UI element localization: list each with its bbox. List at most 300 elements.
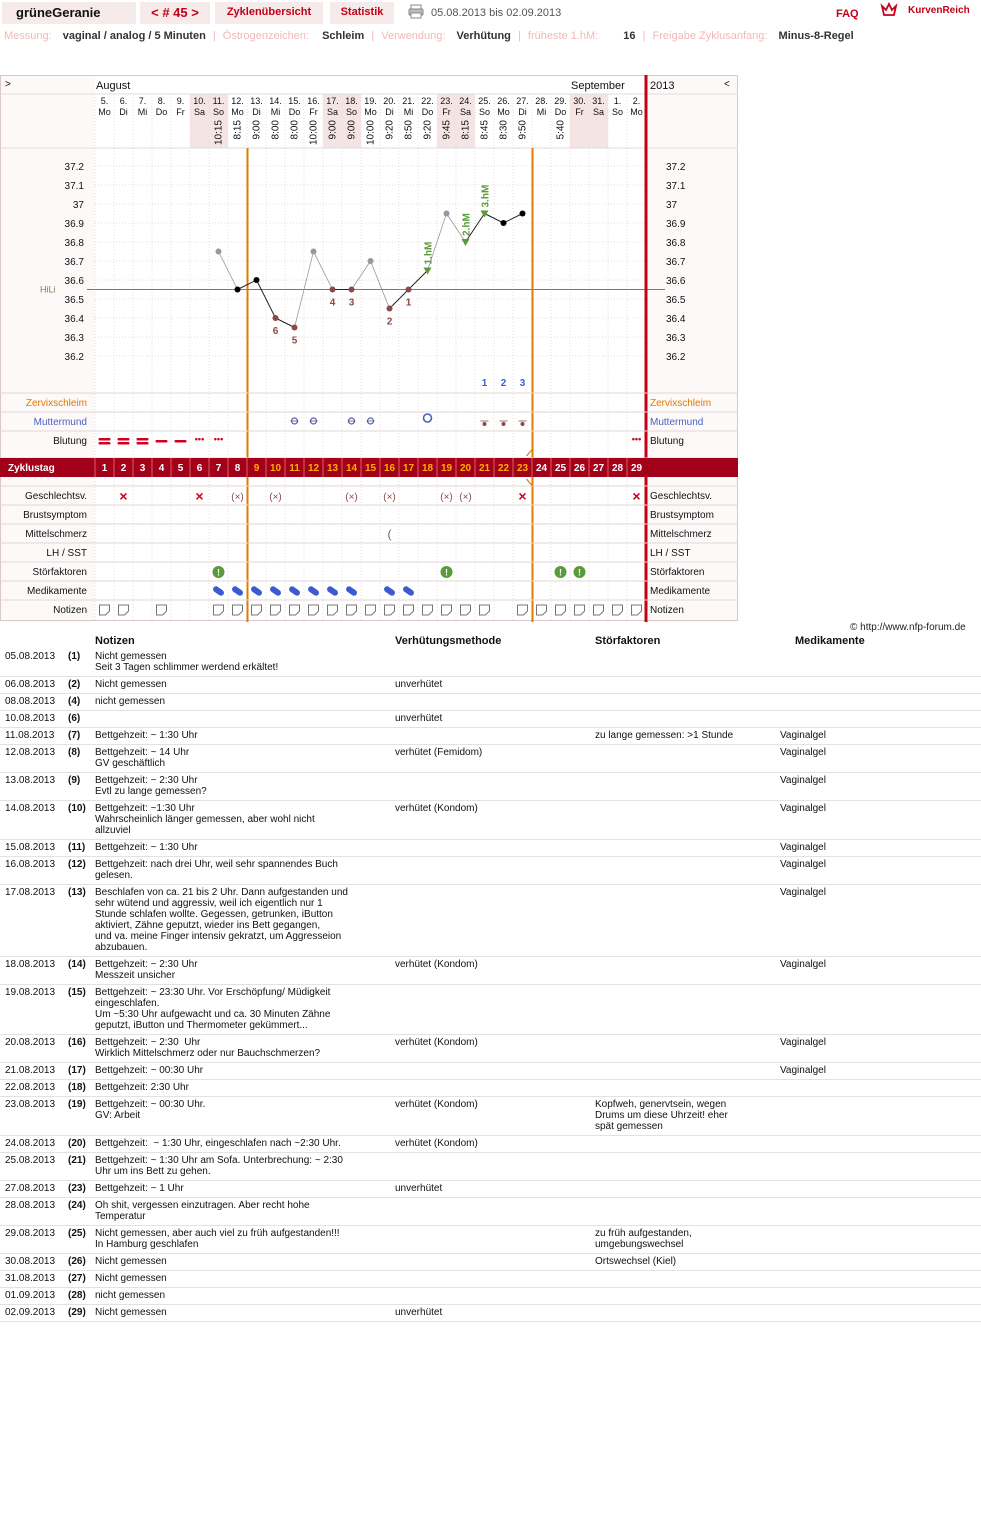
intercourse-unprotected-mark: × <box>119 488 128 504</box>
copyright: © http://www.nfp-forum.de <box>850 622 966 633</box>
note-cycle-day: (16) <box>68 1037 86 1048</box>
tab-statistics[interactable]: Statistik <box>330 2 394 24</box>
day-weekday: Fr <box>309 107 318 117</box>
y-tick-label: 36.8 <box>64 238 84 249</box>
note-text: Bettgehzeit: ~ 1:30 Uhr <box>95 730 198 741</box>
note-text: Nicht gemessen, aber auch viel zu früh aufgestanden!!! In Hamburg geschlafen <box>95 1228 340 1250</box>
temp-point <box>520 211 526 217</box>
day-date: 1. <box>613 96 622 106</box>
note-text: Bettgehzeit: ~ 00:30 Uhr <box>95 1065 204 1076</box>
note-method: unverhütet <box>395 1183 443 1194</box>
day-time: 8:00 <box>270 120 282 140</box>
row-label-zyklustag: Zyklustag <box>8 463 55 474</box>
note-cycle-day: (11) <box>68 842 86 853</box>
day-date: 21. <box>402 96 415 106</box>
row-label-stoer: Störfaktoren <box>32 567 87 578</box>
day-weekday: Sa <box>592 107 605 117</box>
note-date: 16.08.2013 <box>5 859 56 870</box>
row-label-right-brust: Brustsymptom <box>650 510 714 521</box>
bleeding-medium-mark <box>156 440 168 443</box>
note-date: 11.08.2013 <box>5 730 55 741</box>
note-cycle-day: (29) <box>68 1307 86 1318</box>
day-time: 9:45 <box>441 120 453 140</box>
note-date: 23.08.2013 <box>5 1099 56 1110</box>
cycle-day-number: 19 <box>440 463 453 474</box>
day-weekday: So <box>611 107 624 117</box>
cycle-day-number: 15 <box>364 463 377 474</box>
day-weekday: Fr <box>176 107 185 117</box>
year-label: 2013 <box>650 80 675 92</box>
cycle-day-number: 25 <box>554 463 567 474</box>
day-weekday: So <box>478 107 491 117</box>
month-label: August <box>96 80 131 92</box>
day-time: 8:15 <box>460 120 472 140</box>
note-text: nicht gemessen <box>95 1290 166 1301</box>
cycle-day-number: 28 <box>611 463 624 474</box>
cycle-day-number: 27 <box>592 463 605 474</box>
day-time: 8:30 <box>498 120 510 140</box>
high-label: 3.hM <box>480 184 492 208</box>
day-date: 27. <box>516 96 529 106</box>
notes-header-notes: Notizen <box>95 635 135 647</box>
notes-row <box>0 773 981 801</box>
note-text: Nicht gemessen <box>95 679 167 690</box>
note-cycle-day: (21) <box>68 1155 86 1166</box>
note-medication: Vaginalgel <box>780 887 826 898</box>
cycle-day-number: 5 <box>177 463 184 474</box>
day-time: 9:20 <box>384 120 396 140</box>
note-cycle-day: (15) <box>68 987 86 998</box>
note-medication: Vaginalgel <box>780 859 826 870</box>
intercourse-protected-mark: (×) <box>440 492 453 503</box>
day-date: 14. <box>269 96 282 106</box>
bleeding-heavy-mark <box>99 442 111 445</box>
bleeding-heavy-mark <box>137 442 149 445</box>
row-label-blutung: Blutung <box>53 436 87 447</box>
intercourse-unprotected-mark: × <box>632 488 641 504</box>
note-text: Nicht gemessen <box>95 1307 167 1318</box>
day-date: 13. <box>250 96 263 106</box>
cycle-day-number: 13 <box>326 463 339 474</box>
note-text: Nicht gemessen Seit 3 Tagen schlimmer werdend erkältet! <box>95 651 279 673</box>
note-method: verhütet (Femidom) <box>395 747 483 758</box>
note-method: unverhütet <box>395 1307 443 1318</box>
notes-row <box>0 1035 981 1063</box>
estrogen-label: Östrogenzeichen: <box>222 30 309 42</box>
temp-point-excluded <box>368 258 374 264</box>
note-date: 20.08.2013 <box>5 1037 56 1048</box>
note-date: 22.08.2013 <box>5 1082 56 1093</box>
row-label-right-medi: Medikamente <box>650 586 711 597</box>
intercourse-protected-mark: (×) <box>459 492 472 503</box>
y-tick-label-right: 36.5 <box>666 295 686 306</box>
y-tick-label: 36.4 <box>64 314 84 325</box>
note-text: Nicht gemessen <box>95 1273 167 1284</box>
day-weekday: Mi <box>536 107 547 117</box>
note-method: verhütet (Kondom) <box>395 803 478 814</box>
note-cycle-day: (19) <box>68 1099 86 1110</box>
disturbance-icon-glyph: ! <box>578 567 581 578</box>
notes-row <box>0 885 981 957</box>
cycle-day-number: 22 <box>497 463 510 474</box>
note-text: Bettgehzeit: ~ 14 Uhr GV geschäftlich <box>95 747 190 769</box>
note-medication: Vaginalgel <box>780 775 826 786</box>
note-cycle-day: (23) <box>68 1183 86 1194</box>
note-cycle-day: (27) <box>68 1273 86 1284</box>
low-count-label: 1 <box>405 297 412 309</box>
bleeding-spotting-mark: ••• <box>631 434 642 444</box>
cycle-chart <box>0 75 738 622</box>
row-label-notizen: Notizen <box>53 605 87 616</box>
low-count-label: 4 <box>329 297 336 309</box>
high-label: 1.hM <box>423 241 435 265</box>
disturbance-icon-glyph: ! <box>559 567 562 578</box>
row-label-mittel: Mittelschmerz <box>25 529 87 540</box>
cycle-day-number: 12 <box>307 463 320 474</box>
post-high-count: 3 <box>519 378 526 389</box>
note-cycle-day: (20) <box>68 1138 86 1149</box>
low-count-label: 6 <box>272 326 279 337</box>
note-medication: Vaginalgel <box>780 730 826 741</box>
row-label-right-notizen: Notizen <box>650 605 684 616</box>
tab-cycles[interactable]: Zyklenübersicht <box>215 2 323 24</box>
day-date: 9. <box>176 96 185 106</box>
y-tick-label-right: 36.3 <box>666 333 686 344</box>
note-cycle-day: (18) <box>68 1082 86 1093</box>
y-tick-label: 37.2 <box>64 162 84 173</box>
note-medication: Vaginalgel <box>780 747 826 758</box>
measurement-label: Messung: <box>4 30 52 42</box>
notes-row <box>0 857 981 885</box>
note-text: Bettgehzeit: ~1:30 Uhr Wahrscheinlich länger gemessen, aber wohl nicht allzuviel <box>95 803 315 836</box>
day-time: 10:00 <box>308 120 320 146</box>
day-weekday: Fr <box>575 107 584 117</box>
brand-name[interactable]: KurvenReich <box>908 5 970 16</box>
day-weekday: Do <box>421 107 434 117</box>
note-factor: Kopfweh, genervtsein, wegen Drums um diese Uhrzeit! eher spät gemessen <box>595 1099 728 1132</box>
cycle-day-number: 21 <box>478 463 491 474</box>
note-text: nicht gemessen <box>95 696 166 707</box>
earliest-value: 16 <box>623 30 636 42</box>
cycle-day-number: 29 <box>630 463 643 474</box>
note-cycle-day: (6) <box>68 713 81 724</box>
day-weekday: Mi <box>270 107 281 117</box>
day-date: 2. <box>632 96 641 106</box>
note-date: 31.08.2013 <box>5 1273 56 1284</box>
app-name[interactable]: grüneGeranie <box>2 2 136 24</box>
note-method: verhütet (Kondom) <box>395 1037 478 1048</box>
mittelschmerz-mark: ( <box>387 527 392 541</box>
note-cycle-day: (1) <box>68 651 81 662</box>
day-weekday: Di <box>518 107 527 117</box>
day-date: 18. <box>345 96 358 106</box>
note-date: 14.08.2013 <box>5 803 56 814</box>
note-text: Beschlafen von ca. 21 bis 2 Uhr. Dann aufgestanden und sehr wütend und aggressiv, weil ich eigentlich nur 1 Stunde schlafen wollte. Gegessen, getrunken, iButton aktiviert, Zähne geputzt, wieder ins Bett gegangen, und va. meine Finger intensiv gekratzt, um Aggresseion abzubauen. <box>95 887 348 953</box>
note-date: 06.08.2013 <box>5 679 56 690</box>
notes-row <box>0 1198 981 1226</box>
y-tick-label-right: 36.7 <box>666 257 686 268</box>
notes-row <box>0 745 981 773</box>
note-text: Bettgehzeit: ~ 1:30 Uhr, eingeschlafen nach ~2:30 Uhr. <box>95 1138 341 1149</box>
day-date: 5. <box>100 96 109 106</box>
cycle-day-number: 14 <box>345 463 358 474</box>
day-date: 22. <box>421 96 434 106</box>
note-cycle-day: (4) <box>68 696 81 707</box>
note-cycle-day: (13) <box>68 887 86 898</box>
bleeding-heavy-mark <box>99 438 111 441</box>
note-text: Bettgehzeit: 2:30 Uhr <box>95 1082 189 1093</box>
info-bar: Messung: vaginal / analog / 5 Minuten | Östrogenzeichen: Schleim | Verwendung: Verhütung | früheste 1.hM: 16 | Freigabe Zyklusanfang: Minus-8-Regel <box>4 30 854 42</box>
notes-row <box>0 728 981 745</box>
cervix-closed-mark <box>502 422 506 426</box>
note-text: Bettgehzeit: ~ 23:30 Uhr. Vor Erschöpfung/ Müdigkeit eingeschlafen. Um ~5:30 Uhr aufgewacht und ca. 30 Minuten Zähne geputzt, iButton und Thermometer gekümmert... <box>95 987 331 1031</box>
notes-row <box>0 1136 981 1153</box>
low-count-label: 3 <box>348 297 355 309</box>
note-date: 25.08.2013 <box>5 1155 56 1166</box>
note-text: Bettgehzeit: ~ 2:30 Uhr Evtl zu lange gemessen? <box>95 775 207 797</box>
measurement-value: vaginal / analog / 5 Minuten <box>62 30 206 42</box>
note-medication: Vaginalgel <box>780 1037 826 1048</box>
day-time: 8:50 <box>403 120 415 140</box>
note-cycle-day: (9) <box>68 775 81 786</box>
note-method: verhütet (Kondom) <box>395 959 478 970</box>
note-medication: Vaginalgel <box>780 1065 826 1076</box>
note-date: 19.08.2013 <box>5 987 56 998</box>
notes-row <box>0 1254 981 1271</box>
nav-right-button[interactable]: < <box>724 79 730 90</box>
note-factor: zu lange gemessen: >1 Stunde <box>595 730 734 741</box>
y-tick-label: 36.6 <box>64 276 84 287</box>
y-tick-label: 37.1 <box>64 181 84 192</box>
bleeding-spotting-mark: ••• <box>213 434 224 444</box>
note-text: Bettgehzeit: ~ 2:30 Uhr Wirklich Mittelschmerz oder nur Bauchschmerzen? <box>95 1037 321 1059</box>
row-label-right-gv: Geschlechtsv. <box>650 491 713 502</box>
day-date: 25. <box>478 96 491 106</box>
note-medication: Vaginalgel <box>780 842 826 853</box>
day-date: 7. <box>138 96 147 106</box>
chart-svg <box>0 75 738 622</box>
notes-row <box>0 1181 981 1198</box>
low-count-label: 2 <box>386 316 393 328</box>
temp-point <box>254 277 260 283</box>
notes-header-method: Verhütungsmethode <box>395 635 502 647</box>
day-weekday: Do <box>554 107 567 117</box>
usage-label: Verwendung: <box>381 30 446 42</box>
y-tick-label: 37 <box>72 200 84 211</box>
day-weekday: So <box>345 107 358 117</box>
notes-header <box>0 633 981 647</box>
note-text: Bettgehzeit: ~ 1 Uhr <box>95 1183 184 1194</box>
bleeding-heavy-mark <box>118 442 130 445</box>
intercourse-protected-mark: (×) <box>269 492 282 503</box>
notes-row <box>0 840 981 857</box>
day-date: 6. <box>119 96 128 106</box>
bleeding-medium-mark <box>175 440 187 443</box>
day-time: 8:15 <box>232 120 244 140</box>
day-date: 30. <box>573 96 586 106</box>
day-weekday: Sa <box>193 107 206 117</box>
temp-point <box>235 287 241 293</box>
day-date: 29. <box>554 96 567 106</box>
temp-point-excluded <box>216 249 222 255</box>
day-time: 5:40 <box>555 120 567 140</box>
usage-value: Verhütung <box>456 30 511 42</box>
note-cycle-day: (10) <box>68 803 86 814</box>
y-tick-label-right: 36.4 <box>666 314 686 325</box>
notes-row <box>0 1271 981 1288</box>
bleeding-spotting-mark: ••• <box>194 434 205 444</box>
cycle-day-number: 3 <box>139 463 146 474</box>
note-medication: Vaginalgel <box>780 959 826 970</box>
cycle-day-number: 9 <box>253 463 260 474</box>
note-date: 02.09.2013 <box>5 1307 56 1318</box>
intercourse-unprotected-mark: × <box>195 488 204 504</box>
day-weekday: Mi <box>403 107 414 117</box>
note-cycle-day: (24) <box>68 1200 86 1211</box>
row-label-right-mittel: Mittelschmerz <box>650 529 712 540</box>
note-cycle-day: (17) <box>68 1065 86 1076</box>
y-tick-label-right: 36.9 <box>666 219 686 230</box>
row-label-muttermund: Muttermund <box>33 417 87 428</box>
note-method: verhütet (Kondom) <box>395 1138 478 1149</box>
notes-row <box>0 985 981 1035</box>
cycle-day-number: 24 <box>535 463 548 474</box>
note-date: 18.08.2013 <box>5 959 56 970</box>
day-date: 11. <box>212 96 225 106</box>
day-weekday: Di <box>385 107 394 117</box>
day-date: 23. <box>440 96 453 106</box>
note-text: Bettgehzeit: ~ 00:30 Uhr. GV: Arbeit <box>95 1099 206 1121</box>
notes-row <box>0 1063 981 1080</box>
day-date: 8. <box>157 96 166 106</box>
day-weekday: Do <box>288 107 301 117</box>
day-weekday: Mo <box>231 107 244 117</box>
earliest-label: früheste 1.hM: <box>527 30 599 42</box>
note-date: 08.08.2013 <box>5 696 56 707</box>
day-weekday: Mo <box>98 107 111 117</box>
day-date: 12. <box>231 96 244 106</box>
day-weekday: Di <box>252 107 261 117</box>
note-method: unverhütet <box>395 713 443 724</box>
row-label-right-blutung: Blutung <box>650 436 684 447</box>
note-date: 13.08.2013 <box>5 775 56 786</box>
note-text: Oh shit, vergessen einzutragen. Aber recht hohe Temperatur <box>95 1200 310 1222</box>
note-factor: Ortswechsel (Kiel) <box>595 1256 677 1267</box>
y-tick-label: 36.3 <box>64 333 84 344</box>
day-time: 10:15 <box>213 120 225 146</box>
temp-point-counted <box>387 306 393 312</box>
day-date: 15. <box>288 96 301 106</box>
y-tick-label-right: 37.1 <box>666 181 686 192</box>
cycle-day-number: 6 <box>196 463 203 474</box>
cycle-day-number: 10 <box>269 463 282 474</box>
note-date: 24.08.2013 <box>5 1138 56 1149</box>
day-date: 24. <box>459 96 472 106</box>
cycle-day-number: 16 <box>383 463 396 474</box>
y-tick-label: 36.9 <box>64 219 84 230</box>
day-time: 8:45 <box>479 120 491 140</box>
release-value: Minus-8-Regel <box>778 30 854 42</box>
notes-row <box>0 1080 981 1097</box>
row-label-right-lh: LH / SST <box>650 548 691 559</box>
date-range: 05.08.2013 bis 02.09.2013 <box>431 7 562 19</box>
temp-point-counted <box>349 287 355 293</box>
print-icon[interactable] <box>408 4 424 19</box>
note-date: 27.08.2013 <box>5 1183 56 1194</box>
note-cycle-day: (8) <box>68 747 81 758</box>
intercourse-protected-mark: (×) <box>383 492 396 503</box>
cycle-nav[interactable]: < # 45 > <box>140 2 210 24</box>
note-date: 29.08.2013 <box>5 1228 56 1239</box>
month-label: September <box>571 80 625 92</box>
brand-logo-icon[interactable] <box>880 2 898 18</box>
note-cycle-day: (2) <box>68 679 81 690</box>
post-high-count: 2 <box>500 378 507 389</box>
notes-row <box>0 801 981 840</box>
row-label-medi: Medikamente <box>26 586 87 597</box>
low-count-label: 5 <box>291 335 298 347</box>
y-tick-label-right: 37 <box>666 200 678 211</box>
notes-header-factors: Störfaktoren <box>595 635 661 647</box>
note-cycle-day: (26) <box>68 1256 86 1267</box>
note-date: 28.08.2013 <box>5 1200 56 1211</box>
post-high-count: 1 <box>481 378 488 389</box>
note-method: unverhütet <box>395 679 443 690</box>
note-date: 12.08.2013 <box>5 747 56 758</box>
day-date: 16. <box>307 96 320 106</box>
note-method: verhütet (Kondom) <box>395 1099 478 1110</box>
day-date: 19. <box>364 96 377 106</box>
note-text: Bettgehzeit: nach drei Uhr, weil sehr spannendes Buch gelesen. <box>95 859 338 881</box>
row-label-brust: Brustsymptom <box>23 510 87 521</box>
day-time: 9:00 <box>251 120 263 140</box>
temp-point-counted <box>292 325 298 331</box>
cycle-day-number: 20 <box>459 463 472 474</box>
cycle-day-number: 18 <box>421 463 434 474</box>
y-tick-label-right: 36.6 <box>666 276 686 287</box>
day-weekday: Sa <box>326 107 339 117</box>
cycle-day-number: 11 <box>289 463 300 474</box>
row-label-right-stoer: Störfaktoren <box>650 567 705 578</box>
note-date: 15.08.2013 <box>5 842 56 853</box>
note-date: 10.08.2013 <box>5 713 56 724</box>
temp-point-counted <box>273 315 279 321</box>
nav-left-button[interactable]: > <box>5 79 11 90</box>
notes-row <box>0 649 981 677</box>
cervix-closed-mark <box>521 422 525 426</box>
y-tick-label-right: 36.2 <box>666 352 686 363</box>
note-cycle-day: (7) <box>68 730 81 741</box>
day-weekday: Do <box>155 107 168 117</box>
row-label-right-zervix: Zervixschleim <box>650 398 712 409</box>
temp-point-excluded <box>444 211 450 217</box>
day-weekday: So <box>212 107 225 117</box>
day-date: 28. <box>535 96 548 106</box>
note-cycle-day: (28) <box>68 1290 86 1301</box>
cycle-day-number: 26 <box>573 463 586 474</box>
cycle-day-number: 2 <box>120 463 127 474</box>
row-label-lh: LH / SST <box>46 548 87 559</box>
temp-point <box>501 220 507 226</box>
faq-link[interactable]: FAQ <box>836 8 859 20</box>
intercourse-protected-mark: (×) <box>345 492 358 503</box>
notes-row <box>0 677 981 694</box>
y-tick-label: 36.5 <box>64 295 84 306</box>
notes-row <box>0 711 981 728</box>
note-date: 21.08.2013 <box>5 1065 56 1076</box>
high-label: 2.hM <box>461 213 473 236</box>
cycle-day-number: 8 <box>234 463 241 474</box>
